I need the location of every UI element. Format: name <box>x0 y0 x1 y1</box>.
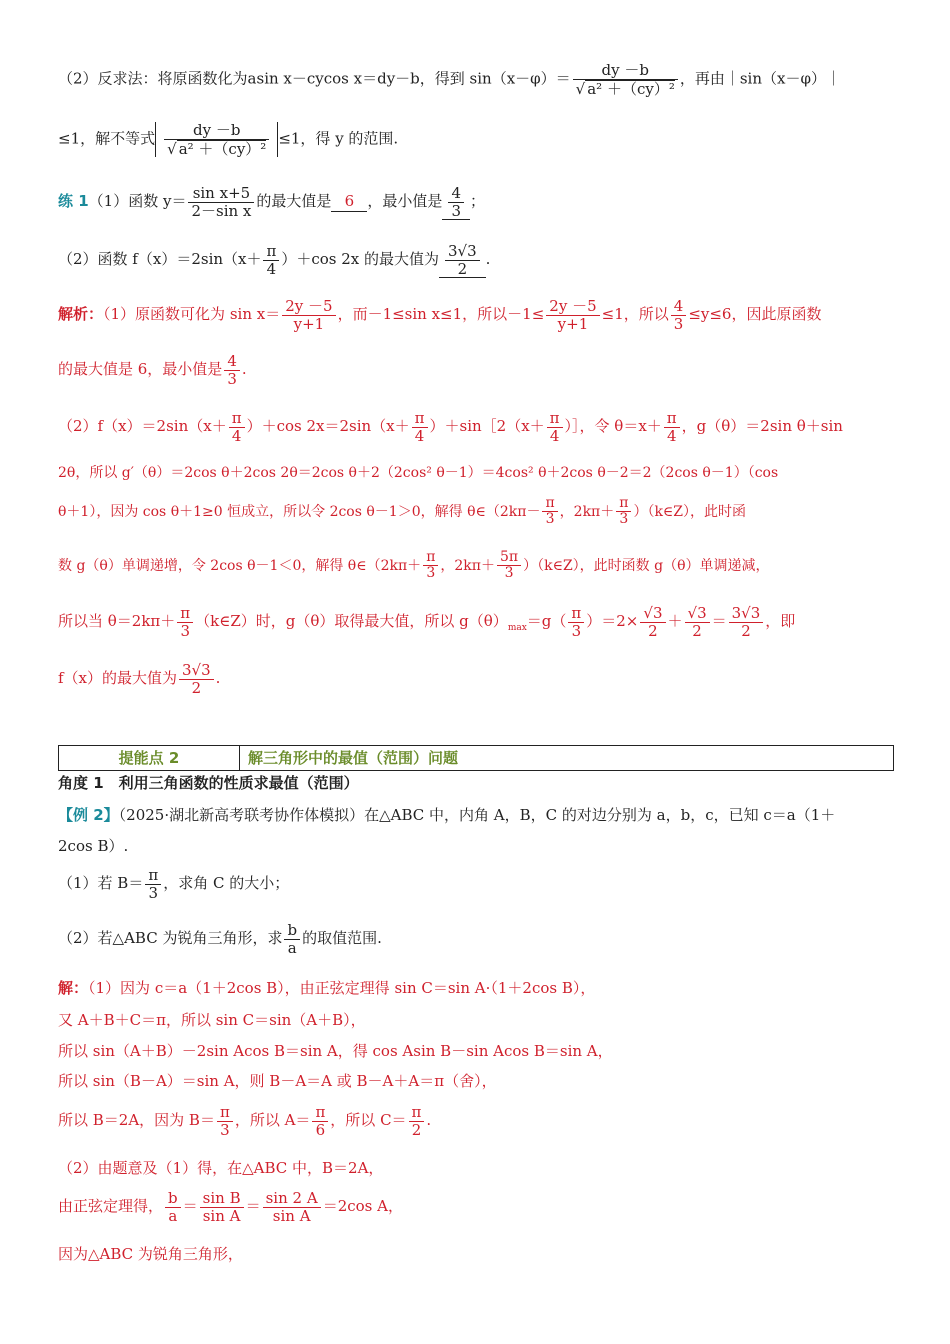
q2-answer-blank <box>439 243 486 278</box>
solution-s6: （2）由题意及（1）得，在△ABC 中，B＝2A， <box>58 1159 384 1177</box>
q1-min-blank <box>442 185 470 220</box>
method2-suffix: ，再由｜sin（x－φ）｜ <box>679 69 841 88</box>
sqrt3-over-2 <box>640 605 665 639</box>
analysis-p4b: ，2kπ＋ <box>559 503 615 520</box>
analysis-p5c: ）（k∈Z），此时函数 g（θ）单调递减， <box>523 557 770 574</box>
pi-over-3 <box>423 550 438 582</box>
fraction-numerator: √3 <box>640 605 665 623</box>
p1-fraction <box>282 298 335 332</box>
three-sqrt3-over-2 <box>179 662 214 696</box>
fraction-denominator: √ a² ＋（cy）² <box>167 139 267 158</box>
three-sqrt3-over-2 <box>729 605 764 639</box>
fraction-denominator: 3 <box>504 565 514 582</box>
fraction-numerator: dy －b <box>573 62 678 80</box>
fraction-denominator: 2 <box>648 621 658 640</box>
fraction-numerator: π <box>542 496 557 512</box>
root-content: a² ＋（cy）² <box>178 139 267 158</box>
q2-prefix: （2）函数 f（x）＝2sin（x＋ <box>58 250 262 268</box>
fraction-numerator: b <box>284 922 300 940</box>
fraction-denominator: 4 <box>414 426 425 445</box>
pi-over-4 <box>229 410 245 444</box>
pi-over-2 <box>409 1104 425 1138</box>
q1-min-fraction <box>448 185 464 219</box>
analysis-p1d: ≤y≤6，因此原函数 <box>688 305 822 323</box>
fraction-denominator: 4 <box>231 426 242 445</box>
s5d: . <box>426 1111 432 1129</box>
fraction-denominator: sin A <box>202 1206 241 1225</box>
pi-over-6 <box>312 1104 328 1138</box>
analysis-p3 <box>58 465 910 483</box>
fraction-numerator: π <box>263 243 279 261</box>
analysis-p7b: . <box>215 669 221 687</box>
q2-end: . <box>485 250 491 268</box>
fraction-denominator: 4 <box>666 426 677 445</box>
q2a: （2）若△ABC 为锐角三角形，求 <box>58 929 283 947</box>
analysis-p6 <box>58 605 910 639</box>
analysis-p7 <box>58 662 910 696</box>
s7a: 由正弦定理得， <box>58 1197 164 1215</box>
analysis-p6b: （k∈Z）时，g（θ）取得最大值，所以 g（θ） <box>195 612 508 630</box>
solution-tag: 解： <box>58 979 89 997</box>
analysis-p5a: 数 g（θ）单调递增，令 2cos θ－1＜0，解得 θ∈（2kπ＋ <box>58 557 422 574</box>
solution-s2: 又 A＋B＋C＝π，所以 sin C＝sin（A＋B）， <box>58 1011 366 1029</box>
fraction-denominator: 2 <box>411 1120 422 1139</box>
p1-four-thirds <box>671 298 687 332</box>
q1-max-answer: 6 <box>331 192 367 212</box>
q2-mid: ）＋cos 2x 的最大值为 <box>281 250 440 268</box>
solution-s3: 所以 sin（A＋B）－2sin Acos B＝sin A，得 cos Asin B－sin Acos B＝sin A， <box>58 1042 613 1060</box>
fraction-denominator: 3 <box>545 511 555 528</box>
root-content: a² ＋（cy）² <box>587 79 675 98</box>
solution-s1 <box>58 979 910 998</box>
practice1-q2 <box>58 243 910 278</box>
fraction-numerator: 4 <box>224 353 240 371</box>
method2-fraction <box>573 62 678 97</box>
example2-text1: （2025·湖北新高考联考协作体模拟）在△ABC 中，内角 A，B，C 的对边分别为 a，b，c，已知 c＝a（1＋ <box>118 806 836 824</box>
q2-pi-fraction <box>263 243 279 277</box>
practice-tag: 练 1 <box>58 192 89 210</box>
analysis-p1e: 的最大值是 6，最小值是 <box>58 360 223 378</box>
method2-line2 <box>58 122 910 157</box>
method2-expr: asin x－cycos x＝dy－b，得到 sin（x－φ）＝ <box>247 69 571 88</box>
fraction-numerator: π <box>145 867 161 885</box>
fraction-denominator: 3 <box>227 369 237 388</box>
q1-end: ； <box>469 192 485 210</box>
fraction-denominator: 2 <box>692 621 702 640</box>
abs-fraction <box>164 122 269 157</box>
fraction-numerator: 3√3 <box>729 605 764 623</box>
sinB-over-sinA <box>200 1190 244 1224</box>
fraction-denominator: 3 <box>451 201 461 220</box>
example2-line1 <box>58 806 910 825</box>
pi-over-4 <box>412 410 428 444</box>
analysis-p1c: ≤1，所以 <box>601 305 669 323</box>
pi-over-3 <box>616 496 631 528</box>
analysis-p4 <box>58 496 910 528</box>
fraction-numerator: π <box>409 1104 425 1122</box>
fraction-denominator: 2－sin x <box>191 201 252 220</box>
fraction-denominator: 4 <box>549 426 560 445</box>
fraction-numerator: π <box>616 496 631 512</box>
fraction-numerator: π <box>177 605 193 623</box>
analysis-p6c: ＝g（ <box>526 612 567 630</box>
q1-mid: 的最大值是 <box>256 192 332 210</box>
fraction-denominator: a <box>168 1206 178 1225</box>
method2-line2-suffix: ≤1，得 y 的范围. <box>278 129 399 148</box>
analysis-p2d: ）］，令 θ＝x＋ <box>564 417 662 435</box>
fraction-numerator: dy －b <box>164 122 269 140</box>
fraction-numerator: π <box>412 410 428 428</box>
max-subscript: max <box>507 623 527 633</box>
fraction-denominator: 3 <box>426 565 436 582</box>
fraction-denominator: 6 <box>315 1120 326 1139</box>
p1-fraction-2 <box>546 298 599 332</box>
fraction-denominator: 2 <box>741 621 751 640</box>
angle-heading: 角度 1 利用三角函数的性质求最值（范围） <box>58 774 359 792</box>
fraction-denominator: 3 <box>148 883 159 902</box>
b-over-a <box>284 922 300 956</box>
fraction-numerator: π <box>568 605 584 623</box>
b-over-a <box>165 1190 181 1224</box>
fraction-denominator: 3 <box>673 314 684 333</box>
solution-s5 <box>58 1104 910 1138</box>
example2-line2: 2cos B）. <box>58 837 129 855</box>
five-pi-over-3 <box>497 550 521 582</box>
fraction-denominator: 2 <box>191 678 202 697</box>
fraction-denominator: 3 <box>619 511 629 528</box>
analysis-p2c: ）＋sin［2（x＋ <box>429 417 545 435</box>
pi-over-3 <box>177 605 193 639</box>
analysis-tag: 解析： <box>58 305 104 323</box>
analysis-p6g: ，即 <box>765 612 796 630</box>
analysis-p3: 2θ，所以 g′（θ）＝2cos θ＋2cos 2θ＝2cos θ＋2（2cos² θ－1）＝4cos² θ＋2cos θ－2＝2（2cos θ－1）（cos <box>58 465 779 481</box>
pi-over-3 <box>542 496 557 528</box>
fraction-numerator: π <box>547 410 563 428</box>
s5c: ，所以 C＝ <box>330 1111 407 1129</box>
analysis-p1f: . <box>241 360 247 378</box>
fraction-numerator: 3√3 <box>179 662 214 680</box>
fraction-numerator: π <box>423 550 438 566</box>
fraction-numerator: 3√3 <box>445 243 480 261</box>
fraction-numerator: 5π <box>497 550 521 566</box>
practice1-q1 <box>58 185 910 220</box>
analysis-p6e: ＋ <box>667 612 683 630</box>
fraction-denominator: 3 <box>571 621 582 640</box>
fraction-numerator: 4 <box>448 185 464 203</box>
fraction-numerator: 2y －5 <box>546 298 599 316</box>
fraction-denominator: y+1 <box>293 314 325 333</box>
fraction-denominator: 4 <box>266 259 277 278</box>
fraction-numerator: sin B <box>200 1190 244 1208</box>
analysis-p1a: （1）原函数可化为 sin x＝ <box>103 305 281 323</box>
s5a: 所以 B＝2A，因为 B＝ <box>58 1111 215 1129</box>
analysis-p4a: θ＋1），因为 cos θ＋1≥0 恒成立，所以令 2cos θ－1＞0，解得 θ∈（2kπ－ <box>58 503 541 520</box>
pi-over-4 <box>664 410 680 444</box>
abs-value <box>155 122 278 157</box>
fraction-numerator: 2y －5 <box>282 298 335 316</box>
analysis-p6f: ＝ <box>711 612 727 630</box>
fraction-denominator: y+1 <box>557 314 589 333</box>
s5b: ，所以 A＝ <box>234 1111 311 1129</box>
section-header <box>58 745 894 771</box>
method2-prefix: （2）反求法：将原函数化为 <box>58 69 248 88</box>
fraction-numerator: √3 <box>685 605 710 623</box>
q1-mid2: ，最小值是 <box>367 192 443 210</box>
fraction-denominator: 3 <box>220 1120 230 1139</box>
fraction-denominator: 2 <box>457 259 468 278</box>
example2-q2 <box>58 922 910 956</box>
method2-line1 <box>58 62 910 97</box>
solution-s4: 所以 sin（B－A）＝sin A，则 B－A＝A 或 B－A＋A＝π（舍）， <box>58 1072 497 1090</box>
analysis-p1b: ，而－1≤sin x≤1，所以－1≤ <box>337 305 545 323</box>
solution-s7: 由正弦定理得， $\frac{b}{a}$ ＝ $\frac{\text{sin B}}{\text{sin A}}$ ＝ $\frac{\sin 2 A}{\text{sin A}}$ ＝2cos A， <box>58 1189 403 1225</box>
fraction-numerator: sin 2 A <box>263 1190 321 1208</box>
pi-over-3 <box>145 867 161 901</box>
fraction-numerator: π <box>217 1104 233 1122</box>
pi-over-3 <box>217 1104 233 1138</box>
analysis-p2e: ，g（θ）＝2sin θ＋sin <box>681 417 843 435</box>
q1-prefix: （1）函数 y＝ <box>88 192 187 210</box>
fraction-numerator: π <box>312 1104 328 1122</box>
analysis-p1-cont <box>58 353 910 387</box>
analysis-p1 <box>58 298 910 332</box>
fraction-denominator: sin A <box>272 1206 311 1225</box>
analysis-p6d: ）＝2× <box>586 612 639 630</box>
method2-line2-prefix: ≤1，解不等式 <box>58 129 156 148</box>
fraction-denominator: √ a² ＋（cy）² <box>575 79 675 98</box>
fraction-numerator: π <box>229 410 245 428</box>
fraction-numerator: sin x+5 <box>188 185 254 203</box>
example-tag: 【例 2】 <box>58 806 119 824</box>
analysis-p5b: ，2kπ＋ <box>440 557 495 574</box>
solution-s1-text: （1）因为 c＝a（1＋2cos B），由正弦定理得 sin C＝sin A·（1＋2cos B）， <box>88 979 596 997</box>
analysis-p5 <box>58 550 910 582</box>
q1b: ，求角 C 的大小； <box>163 874 290 892</box>
analysis-p2b: ）＋cos 2x＝2sin（x＋ <box>246 417 410 435</box>
analysis-p7a: f（x）的最大值为 <box>58 669 178 687</box>
s7b: ＝2cos A， <box>322 1197 403 1215</box>
fraction-numerator: 4 <box>671 298 687 316</box>
fraction-denominator: 3 <box>180 621 190 640</box>
sin2A-over-sinA <box>263 1190 321 1224</box>
solution-s8: 因为△ABC 为锐角三角形， <box>58 1245 243 1263</box>
example2-q1 <box>58 867 910 901</box>
fraction-numerator: π <box>664 410 680 428</box>
pi-over-3 <box>568 605 584 639</box>
sqrt3-over-2 <box>685 605 710 639</box>
q2b: 的取值范围. <box>302 929 382 947</box>
pi-over-4 <box>547 410 563 444</box>
analysis-p2a: （2）f（x）＝2sin（x＋ <box>58 417 227 435</box>
fraction-denominator: a <box>287 938 297 957</box>
q1-fraction <box>188 185 254 219</box>
section-title: 解三角形中的最值（范围）问题 <box>248 749 459 767</box>
section-key: 提能点 2 <box>59 746 240 770</box>
analysis-p6a: 所以当 θ＝2kπ＋ <box>58 612 176 630</box>
q1a: （1）若 B＝ <box>58 874 144 892</box>
q2-answer-fraction <box>445 243 480 277</box>
p1-min-fraction <box>224 353 240 387</box>
analysis-p4c: ）（k∈Z），此时函 <box>633 503 747 520</box>
analysis-p2 <box>58 410 910 444</box>
fraction-numerator: b <box>165 1190 181 1208</box>
